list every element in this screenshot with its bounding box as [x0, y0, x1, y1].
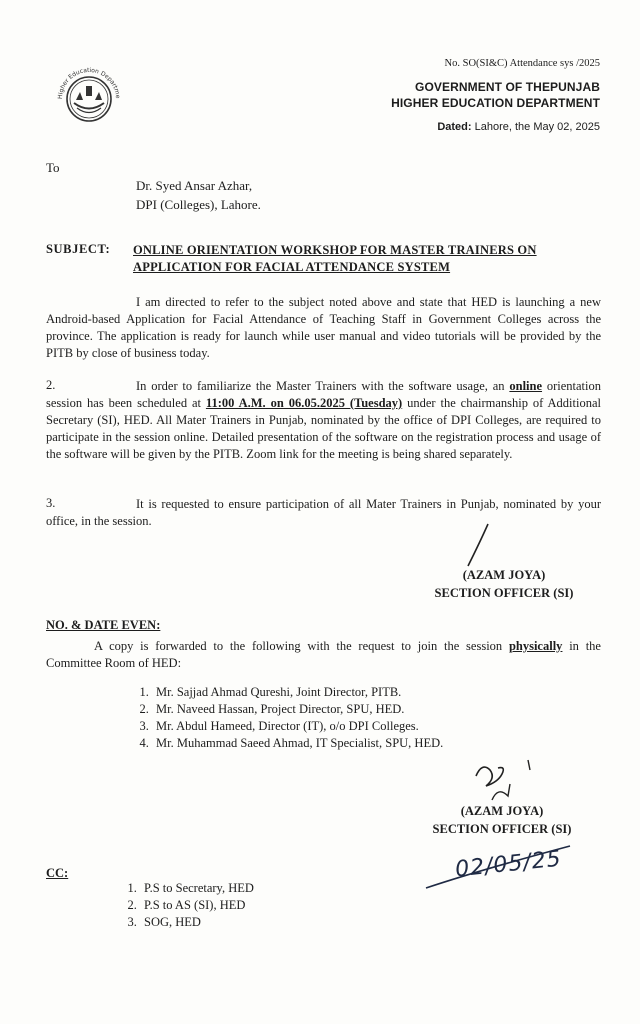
paragraph-3: It is requested to ensure participation of all Mater Trainers in Punjab, nominated by your office, in the session. [46, 497, 601, 528]
paragraph-2 [46, 378, 601, 463]
dated-value: Lahore, the May 02, 2025 [471, 121, 600, 133]
para2-text-c: under the chairmanship of Additional Secretary (SI), HED. All Mater Trainers in Punjab, nominated by the office of DPI Colleges, are required to participate in the session online. Detailed presentation of the software on the registration process and usage of the software will be given by the PITB. Zoom link for the meeting is being shared separately. [46, 396, 601, 461]
cc-item: 1. P.S to Secretary, HED [140, 880, 254, 897]
para2-text-a: In order to familiarize the Master Trainers with the software usage, an [136, 379, 510, 393]
addressee-block [136, 176, 261, 214]
signature-stroke-1 [462, 522, 492, 568]
signatory-title-2: SECTION OFFICER (SI) [432, 822, 572, 836]
to-label: To [46, 160, 60, 175]
recipient-list [136, 684, 443, 752]
addressee-office: DPI (Colleges), Lahore. [136, 197, 261, 212]
signatory-name-2: (AZAM JOYA) [460, 804, 544, 818]
letter-header [391, 58, 600, 133]
copy-paragraph [46, 638, 601, 672]
signatory-name-1: (AZAM JOYA) [462, 568, 546, 582]
hed-logo-seal [52, 62, 126, 136]
para2-online: online [509, 379, 543, 393]
reference-number: No. SO(SI&C) Attendance sys /2025 [444, 58, 600, 69]
subject-label: SUBJECT: [46, 242, 111, 256]
paragraph-2-number: 2. [46, 378, 56, 392]
signatory-title-1: SECTION OFFICER (SI) [434, 586, 574, 600]
copy-text-a: A copy is forwarded to the following with the request to join the session [94, 639, 509, 653]
date-line [391, 121, 600, 133]
dated-label: Dated: [437, 121, 472, 133]
no-date-even: NO. & DATE EVEN: [46, 618, 161, 632]
recipient-item: 3. Mr. Abdul Hameed, Director (IT), o/o DPI Colleges. [152, 718, 443, 735]
para2-session-time: 11:00 A.M. on 06.05.2025 (Tuesday) [205, 396, 403, 410]
government-line: GOVERNMENT OF THEPUNJAB [415, 80, 600, 94]
department-line: HIGHER EDUCATION DEPARTMENT [391, 96, 600, 110]
cc-label: CC: [46, 866, 69, 880]
signature-block-1 [414, 566, 594, 602]
addressee-name: Dr. Syed Ansar Azhar, [136, 178, 253, 193]
paragraph-3-number: 3. [46, 496, 56, 510]
recipient-item: 4. Mr. Muhammad Saeed Ahmad, IT Specialist, SPU, HED. [152, 735, 443, 752]
recipient-item: 2. Mr. Naveed Hassan, Project Director, SPU, HED. [152, 701, 443, 718]
recipient-item: 1. Mr. Sajjad Ahmad Qureshi, Joint Director, PITB. [152, 684, 443, 701]
copy-text-b: in the Committee Room of HED: [46, 639, 601, 670]
handwritten-date: 02/05/25 [453, 846, 563, 883]
copy-physically: physically [508, 639, 563, 653]
cc-item: 3. SOG, HED [140, 914, 254, 931]
para2-text-b: orientation session has been scheduled at [46, 379, 602, 410]
paragraph-1: I am directed to refer to the subject noted above and state that HED is launching a new Android-based Application for Facial Attendance of Teaching Staff in Government Colleges across the province. The application is ready for launch while user manual and video tutorials will be provided by the PITB by close of business today. [46, 295, 601, 360]
signature-stroke-2 [468, 756, 548, 806]
subject-text: ONLINE ORIENTATION WORKSHOP FOR MASTER TRAINERS ON APPLICATION FOR FACIAL ATTENDANCE SYSTEM [133, 243, 537, 274]
signature-block-2 [412, 802, 592, 838]
cc-item: 2. P.S to AS (SI), HED [140, 897, 254, 914]
logo-text: Higher Education Departme [56, 66, 122, 100]
cc-list [124, 880, 254, 931]
signature-stroke-3 [420, 840, 590, 900]
